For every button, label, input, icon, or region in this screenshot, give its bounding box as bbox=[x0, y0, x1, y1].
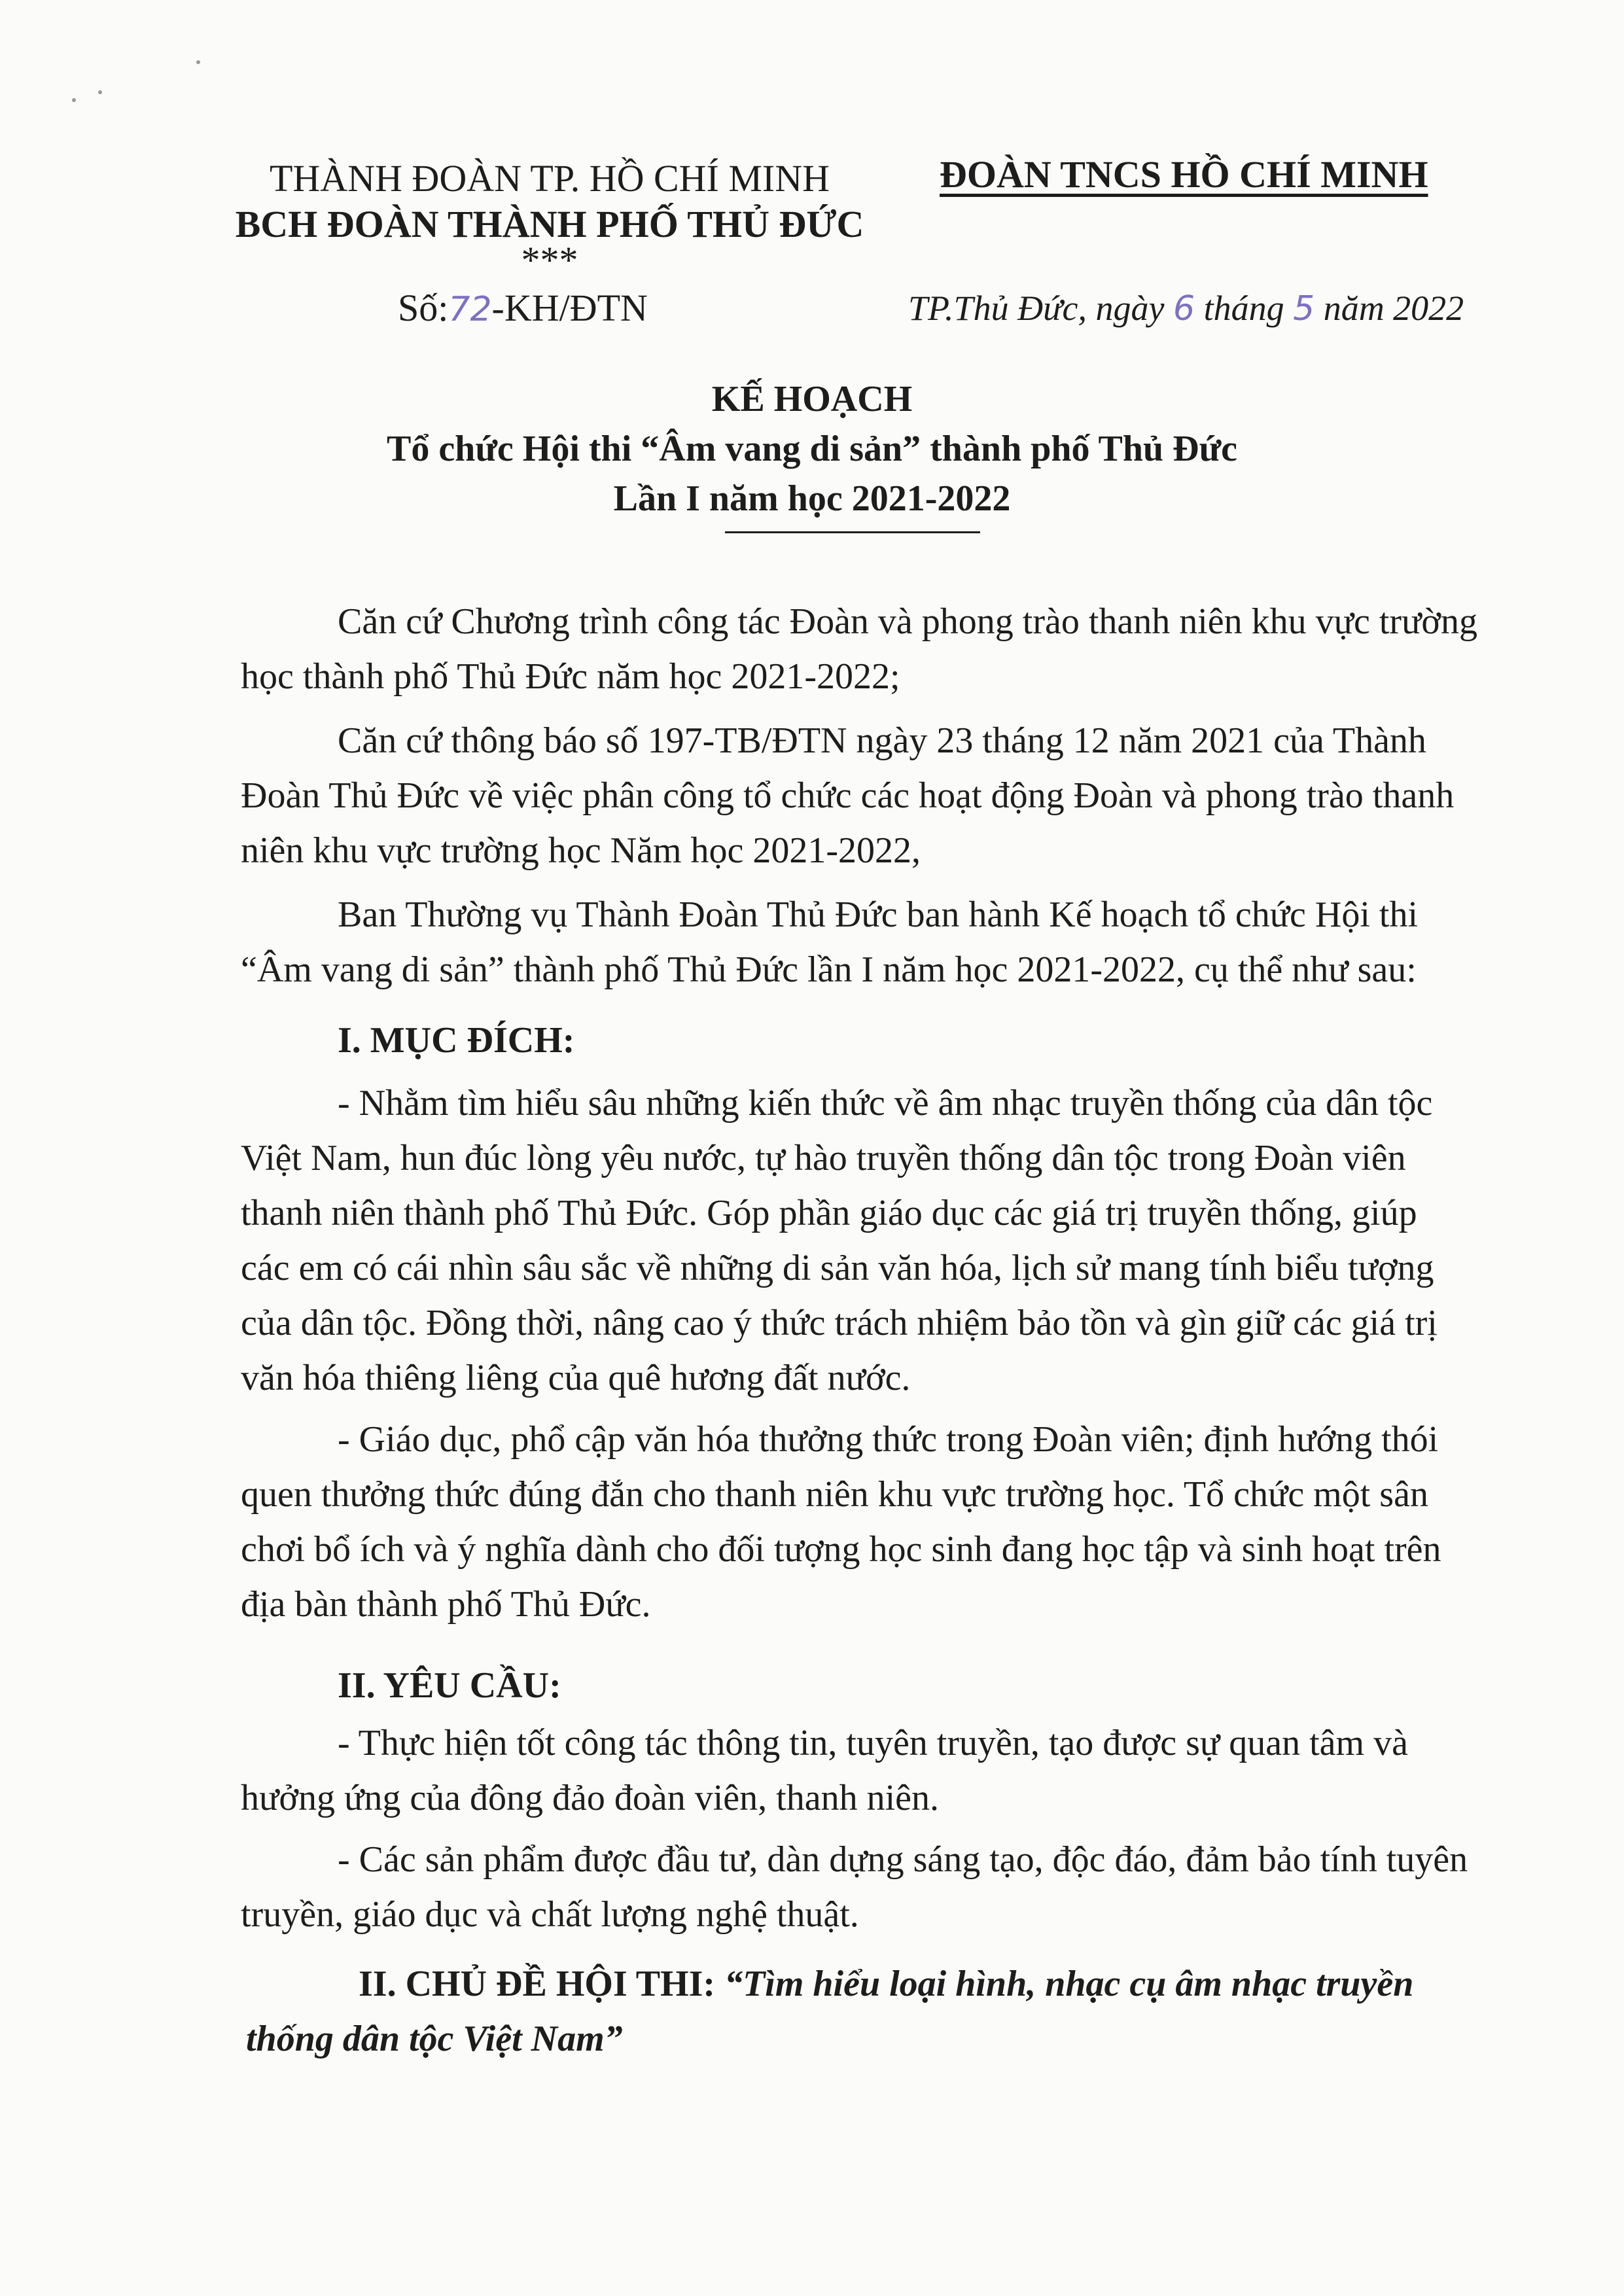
section-heading-requirements: II. YÊU CẦU: bbox=[338, 1665, 561, 1706]
scan-speck bbox=[98, 90, 102, 94]
date-part-1: TP.Thủ Đức, ngày bbox=[908, 289, 1165, 328]
plan-title-block bbox=[196, 374, 1428, 523]
theme-text-line-2: thống dân tộc Việt Nam” bbox=[246, 2019, 623, 2059]
text-line: thanh niên thành phố Thủ Đức. Góp phần giáo dục các giá trị truyền thống, giúp bbox=[241, 1193, 1417, 1233]
text-line: - Thực hiện tốt công tác thông tin, tuyên truyền, tạo được sự quan tâm và bbox=[338, 1723, 1408, 1763]
text-line: của dân tộc. Đồng thời, nâng cao ý thức trách nhiệm bảo tồn và gìn giữ các giá trị bbox=[241, 1303, 1438, 1343]
paragraph-issuance bbox=[338, 887, 1476, 942]
text-line: học thành phố Thủ Đức năm học 2021-2022; bbox=[241, 656, 900, 697]
issuer-line-1: THÀNH ĐOÀN TP. HỒ CHÍ MINH bbox=[269, 157, 830, 200]
date-part-3: năm 2022 bbox=[1323, 289, 1464, 328]
text-line: Đoàn Thủ Đức về việc phân công tổ chức các hoạt động Đoàn và phong trào thanh bbox=[241, 775, 1455, 816]
number-handwritten: 72 bbox=[448, 290, 492, 329]
text-line: - Các sản phẩm được đầu tư, dàn dựng sáng tạo, độc đáo, đảm bảo tính tuyên bbox=[338, 1839, 1468, 1880]
issuer-line-2: BCH ĐOÀN THÀNH PHỐ THỦ ĐỨC bbox=[235, 203, 864, 245]
text-line: Việt Nam, hun đúc lòng yêu nước, tự hào truyền thống dân tộc trong Đoàn viên bbox=[241, 1138, 1406, 1178]
text-line: Căn cứ Chương trình công tác Đoàn và phong trào thanh niên khu vực trường bbox=[338, 601, 1478, 642]
paragraph-purpose-1 bbox=[338, 1076, 1476, 1131]
section-heading-purpose: I. MỤC ĐÍCH: bbox=[338, 1020, 575, 1061]
paragraph-issuance-cont bbox=[241, 942, 1476, 997]
text-line: niên khu vực trường học Năm học 2021-2022, bbox=[241, 830, 921, 871]
paragraph-basis-1 bbox=[241, 594, 1476, 649]
text-line: chơi bổ ích và ý nghĩa dành cho đối tượng học sinh đang học tập và sinh hoạt trên bbox=[241, 1529, 1441, 1570]
theme-label: II. CHỦ ĐỀ HỘI THI: bbox=[359, 1964, 716, 2004]
issuer-block bbox=[222, 156, 877, 281]
document-date bbox=[908, 285, 1464, 332]
text-line: văn hóa thiêng liêng của quê hương đất nước. bbox=[241, 1358, 911, 1398]
text-line: hưởng ứng của đông đảo đoàn viên, thanh niên. bbox=[241, 1778, 939, 1818]
scan-speck bbox=[196, 60, 200, 64]
plan-edition: Lần I năm học 2021-2022 bbox=[613, 478, 1011, 519]
paragraph-basis-2-cont bbox=[241, 768, 1476, 878]
paragraph-requirements-1 bbox=[338, 1716, 1476, 1771]
paragraph-requirements-1-cont bbox=[241, 1771, 1476, 1826]
plan-subtitle: Tổ chức Hội thi “Âm vang di sản” thành phố Thủ Đức bbox=[386, 429, 1238, 469]
issuer-stars: *** bbox=[521, 239, 578, 281]
text-line: Căn cứ thông báo số 197-TB/ĐTN ngày 23 tháng 12 năm 2021 của Thành bbox=[338, 720, 1426, 761]
text-line: các em có cái nhìn sâu sắc về những di sản văn hóa, lịch sử mang tính biểu tượng bbox=[241, 1248, 1434, 1288]
paragraph-purpose-1-cont bbox=[241, 1131, 1476, 1405]
text-line: địa bàn thành phố Thủ Đức. bbox=[241, 1584, 651, 1625]
scan-speck bbox=[72, 98, 76, 102]
paragraph-requirements-2-cont bbox=[241, 1887, 1476, 1942]
text-line: “Âm vang di sản” thành phố Thủ Đức lần I năm học 2021-2022, cụ thể như sau: bbox=[241, 949, 1417, 990]
paragraph-purpose-2 bbox=[338, 1412, 1476, 1467]
date-part-2: tháng bbox=[1203, 289, 1284, 328]
number-prefix: Số: bbox=[398, 287, 449, 329]
title-underline bbox=[725, 531, 980, 533]
text-line: - Nhằm tìm hiểu sâu những kiến thức về âm nhạc truyền thống của dân tộc bbox=[338, 1083, 1433, 1123]
paragraph-purpose-2-cont bbox=[241, 1467, 1476, 1632]
plan-title: KẾ HOẠCH bbox=[711, 379, 913, 419]
text-line: truyền, giáo dục và chất lượng nghệ thuật. bbox=[241, 1894, 859, 1935]
paragraph-basis-1-cont bbox=[241, 649, 1476, 704]
text-line: quen thưởng thức đúng đắn cho thanh niên khu vực trường học. Tổ chức một sân bbox=[241, 1474, 1428, 1515]
text-line: - Giáo dục, phổ cập văn hóa thưởng thức trong Đoàn viên; định hướng thói bbox=[338, 1419, 1439, 1460]
number-suffix: -KH/ĐTN bbox=[491, 287, 648, 329]
document-number bbox=[398, 285, 648, 332]
date-day-handwritten: 6 bbox=[1173, 289, 1195, 328]
date-month-handwritten: 5 bbox=[1293, 289, 1315, 328]
paragraph-requirements-2 bbox=[338, 1832, 1476, 1887]
theme-text-line-1: “Tìm hiểu loại hình, nhạc cụ âm nhạc truyền bbox=[724, 1964, 1414, 2004]
organization-title: ĐOÀN TNCS HỒ CHÍ MINH bbox=[940, 153, 1428, 196]
text-line: Ban Thường vụ Thành Đoàn Thủ Đức ban hành Kế hoạch tổ chức Hội thi bbox=[338, 894, 1419, 935]
section-heading-theme bbox=[359, 1956, 1413, 2011]
paragraph-basis-2 bbox=[338, 713, 1476, 768]
